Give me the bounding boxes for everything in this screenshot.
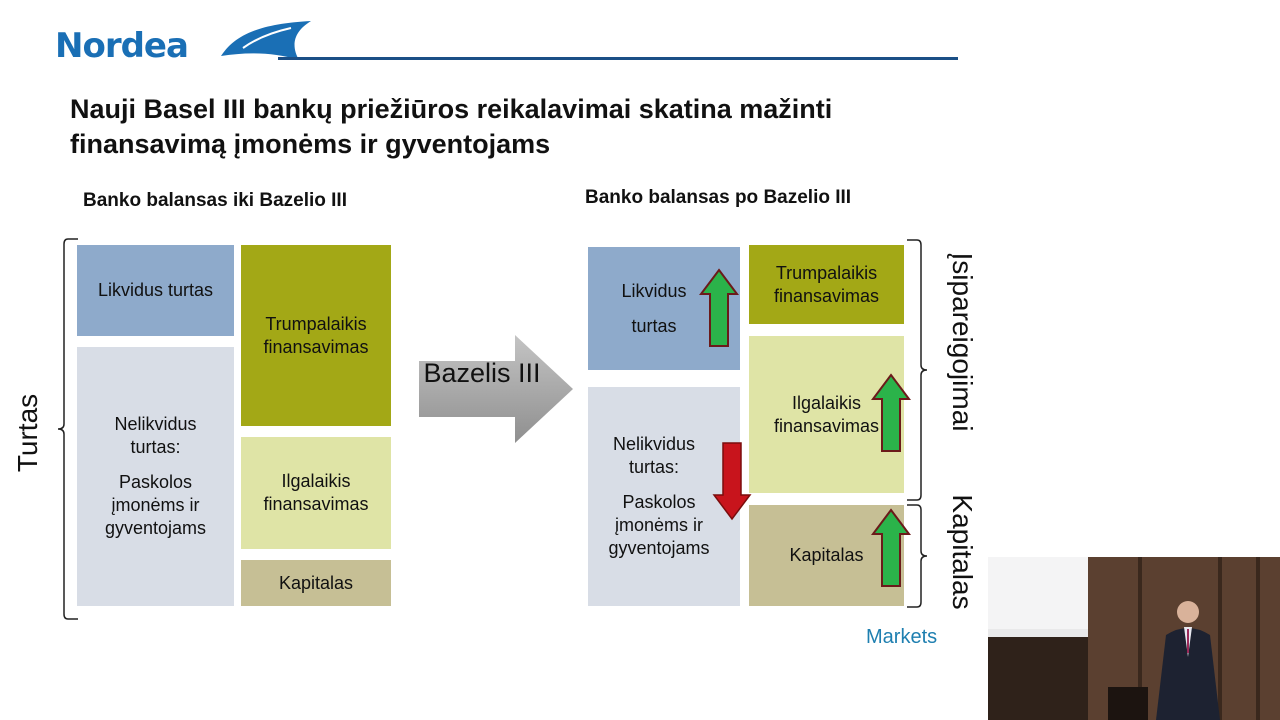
left-long-term-funding [241,437,391,549]
right-short-term-label: Trumpalaikis finansavimas [773,262,880,306]
capital-side-label: Kapitalas [947,494,978,610]
logo-text: Nordea [55,26,188,66]
right-liquid-label-1: Likvidus [621,280,687,301]
right-short-term-funding [749,245,904,324]
presenter-video [988,557,1280,720]
header-rule [278,57,958,60]
right-capital-label: Kapitalas [789,545,864,565]
right-liquid-label-2: turtas [631,315,677,336]
left-illiquid-assets [77,347,234,606]
left-liquid-label: Likvidus turtas [97,280,214,300]
left-short-term-funding [241,245,391,426]
slide-title: Nauji Basel III bankų priežiūros reikalavimai skatina mažinti finansavimą įmonėms ir gyventojams [70,94,833,159]
capital-brace [905,504,929,608]
left-long-term-label: Ilgalaikis finansavimas [263,471,369,514]
left-illiquid-label-1: Nelikvidus turtas: [114,414,197,457]
right-long-term-label: Ilgalaikis finansavimas [773,392,880,436]
left-illiquid-label-2: Paskolos įmonėms ir gyventojams [104,472,207,538]
liabilities-brace [905,239,929,501]
liquid-up-arrow-icon [699,268,739,348]
left-heading: Banko balansas iki Bazelio III [83,190,347,211]
left-liquid-assets [77,245,234,336]
nordea-logo [55,18,265,68]
transition-arrow-icon [417,333,575,445]
illiquid-down-arrow-icon [712,441,752,521]
left-side-label: Turtas [12,393,43,473]
markets-label: Markets [866,626,938,648]
left-capital [241,560,391,606]
right-illiquid-label-1: Nelikvidus turtas: [612,434,696,477]
right-heading: Banko balansas po Bazelio III [585,187,852,208]
right-illiquid-label-2: Paskolos įmonėms ir gyventojams [608,492,710,558]
presenter-video-frame [988,557,1280,720]
left-short-term-label: Trumpalaikis finansavimas [263,313,369,357]
transition-label: Bazelis III [423,358,541,388]
left-capital-label: Kapitalas [278,572,354,593]
liabilities-side-label: Įsipareigojimai [947,252,978,432]
